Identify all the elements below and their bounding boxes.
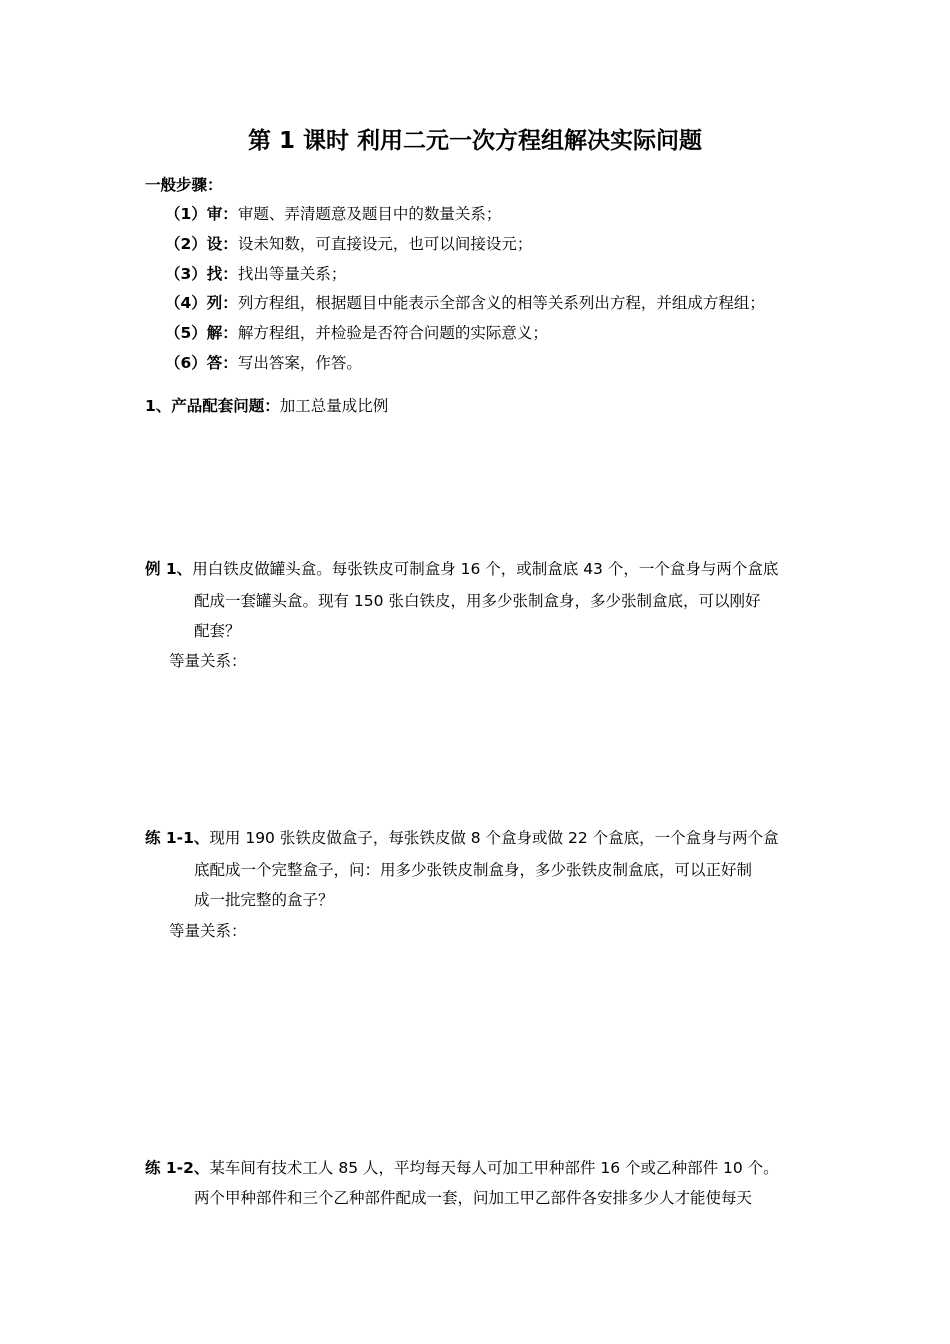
practice-1-1-line	[145, 827, 779, 849]
step-key: 列：	[206, 294, 238, 312]
step-text: 设未知数，可直接设元，也可以间接设元；	[237, 235, 533, 253]
practice-label: 练 1-2、	[145, 1159, 210, 1177]
example-text: 用白铁皮做罐头盒。每张铁皮可制盒身 16 个，或制盒底 43 个，一个盒身与两个盒底	[192, 560, 779, 578]
step-number: （2）	[165, 235, 207, 253]
section-heading	[145, 395, 388, 417]
step-item	[165, 203, 501, 225]
step-item	[165, 322, 548, 344]
steps-heading: 一般步骤：	[145, 176, 223, 194]
practice-1-1-line: 底配成一个完整盒子，问：用多少张铁皮制盒身，多少张铁皮制盒底，可以正好制	[194, 861, 753, 879]
step-item	[165, 292, 765, 314]
step-text: 列方程组，根据题目中能表示全部含义的相等关系列出方程，并组成方程组；	[237, 294, 765, 312]
step-number: （1）	[165, 205, 207, 223]
step-key: 找：	[206, 265, 238, 283]
step-key: 审：	[206, 205, 238, 223]
step-key: 答：	[206, 354, 238, 372]
practice-text: 某车间有技术工人 85 人，平均每天每人可加工甲种部件 16 个或乙种部件 10 个。	[209, 1159, 779, 1177]
page-title: 第 1 课时 利用二元一次方程组解决实际问题	[247, 128, 703, 154]
step-text: 解方程组，并检验是否符合问题的实际意义；	[237, 324, 548, 342]
section-label: 1、产品配套问题：	[145, 397, 280, 415]
practice-text: 现用 190 张铁皮做盒子，每张铁皮做 8 个盒身或做 22 个盒底，一个盒身与两个盒	[209, 829, 779, 847]
step-text: 找出等量关系；	[237, 265, 347, 283]
example-1-line: 配成一套罐头盒。现有 150 张白铁皮，用多少张制盒身，多少张制盒底，可以刚好	[194, 592, 761, 610]
step-item	[165, 263, 346, 285]
practice-label: 练 1-1、	[145, 829, 210, 847]
practice-1-2-line	[145, 1157, 779, 1179]
practice-1-1-line: 成一批完整的盒子？	[194, 891, 334, 909]
step-item	[165, 352, 362, 374]
step-number: （3）	[165, 265, 207, 283]
example-1-line: 配套？	[194, 622, 241, 640]
example-1-line	[145, 558, 778, 580]
equal-relation-label: 等量关系：	[169, 922, 247, 940]
step-text: 写出答案，作答。	[237, 354, 362, 372]
step-number: （4）	[165, 294, 207, 312]
section-text: 加工总量成比例	[279, 397, 389, 415]
practice-1-2-line: 两个甲种部件和三个乙种部件配成一套，问加工甲乙部件各安排多少人才能使每天	[194, 1189, 753, 1207]
step-item	[165, 233, 532, 255]
step-number: （6）	[165, 354, 207, 372]
step-key: 解：	[206, 324, 238, 342]
equal-relation-label: 等量关系：	[169, 652, 247, 670]
step-key: 设：	[206, 235, 238, 253]
example-label: 例 1、	[145, 560, 193, 578]
step-number: （5）	[165, 324, 207, 342]
step-text: 审题、弄清题意及题目中的数量关系；	[237, 205, 502, 223]
